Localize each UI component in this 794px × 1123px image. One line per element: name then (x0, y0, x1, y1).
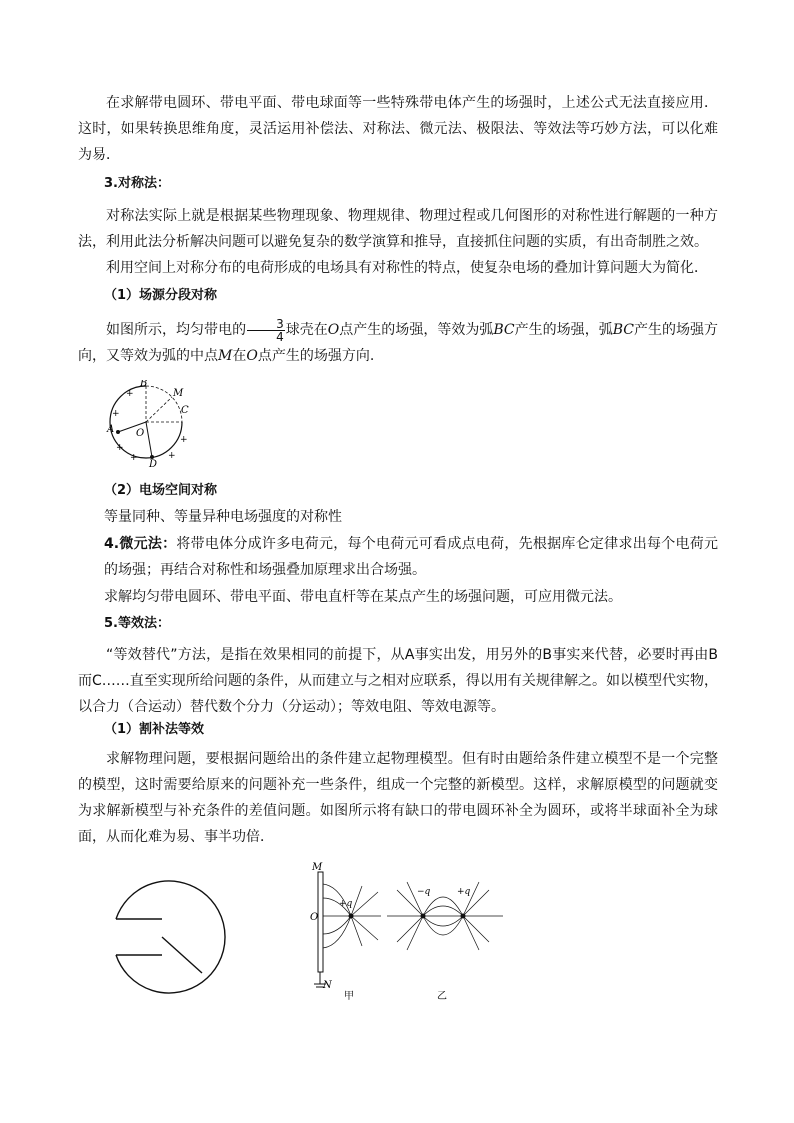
gapped-ring-figure (100, 870, 230, 1002)
plus-sign: + (168, 451, 176, 461)
micro-paragraph-2: 求解均匀带电圆环、带电平面、带电直杆等在某点产生的场强问题，可应用微元法。 (104, 589, 622, 605)
text-segment: 产生的场强方向，又等效为弧的中点 (78, 322, 719, 364)
dashed-radius-m (146, 397, 172, 422)
field-source-paragraph (78, 317, 718, 369)
conducting-plate (318, 872, 323, 972)
point-label: O (327, 322, 340, 338)
ring-radius (162, 937, 202, 973)
dipole-field-lines (387, 882, 503, 950)
point-label: M (218, 348, 233, 364)
label-minus-q: −q (417, 887, 431, 897)
text-segment: 产生的场强，弧 (514, 322, 613, 338)
label-plus-q: +q (457, 887, 471, 897)
text-segment: 点产生的场强方向. (257, 348, 375, 364)
fraction (247, 318, 285, 343)
label-plus-q: +q (339, 899, 353, 909)
shell-figure (104, 380, 204, 472)
positive-charge (461, 914, 466, 919)
radius-d (146, 422, 152, 457)
label-o: O (136, 428, 145, 439)
text-segment: 球壳在 (285, 322, 328, 338)
text-segment: 点产生的场强，等效为弧 (339, 322, 494, 338)
label-d: D (149, 459, 158, 470)
arc-label: BC (493, 322, 515, 338)
plus-sign: + (116, 443, 124, 453)
plate-charge-figure (306, 858, 386, 1004)
label-m: M (312, 862, 323, 873)
micro-paragraph (104, 531, 718, 583)
label-a: A (107, 424, 115, 435)
equivalent-paragraph: “等效替代”方法，是指在效果相同的前提下，从A事实出发，用另外的B事实来代替，必要时再由B而C……直至实现所给问题的条件，从而建立与之相对应联系，得以用有关规律解之。如以模型代实物，以合力（合运动）替代数个分力（分运动）；等效电阻、等效电源等。 (78, 647, 718, 715)
symmetry-paragraph-1: 对称法实际上就是根据某些物理现象、物理规律、物理过程或几何图形的对称性进行解题的一种方法，利用此法分析解决问题可以避免复杂的数学演算和推导，直接抓住问题的实质，有出奇制胜之效。 (78, 208, 718, 250)
caption-jia: 甲 (344, 991, 354, 1002)
label-n: N (323, 980, 332, 991)
plus-sign: + (180, 435, 188, 445)
arc-label: BC (612, 322, 634, 338)
fraction-numerator: 3 (247, 318, 285, 331)
plus-sign: + (126, 389, 134, 399)
point-a-dot (116, 430, 120, 434)
equivalent-heading: 5.等效法： (104, 616, 170, 631)
field-source-symmetry-heading: （1）场源分段对称 (104, 288, 218, 303)
label-c: C (181, 405, 189, 416)
cut-fill-heading: （1）割补法等效 (104, 722, 205, 737)
symmetry-paragraph-2: 利用空间上对称分布的电荷形成的电场具有对称性的特点，使复杂电场的叠加计算问题大为简化． (106, 260, 708, 276)
text-segment: 在 (232, 348, 247, 364)
field-space-symmetry-heading: （2）电场空间对称 (104, 483, 218, 498)
point-charge (349, 914, 354, 919)
intro-paragraph: 在求解带电圆环、带电平面、带电球面等一些特殊带电体产生的场强时，上述公式无法直接应用．这时，如果转换思维角度，灵活运用补偿法、对称法、微元法、极限法、等效法等巧妙方法，可以化难为易． (78, 95, 718, 163)
field-space-symmetry-text: 等量同种、等量异种电场强度的对称性 (104, 509, 342, 525)
caption-yi: 乙 (437, 991, 447, 1002)
fraction-denominator: 4 (276, 329, 284, 344)
micro-text: 将带电体分成许多电荷元，每个电荷元可看成点电荷，先根据库仑定律求出每个电荷元的场强；再结合对称性和场强叠加原理求出合场强。 (104, 536, 719, 578)
text-segment: 如图所示，均匀带电的 (106, 322, 247, 338)
dipole-figure (385, 868, 505, 1004)
ring-arc (116, 881, 225, 993)
label-o: O (310, 912, 319, 923)
symmetry-heading: 3.对称法： (104, 176, 170, 191)
negative-charge (421, 914, 426, 919)
plus-sign: + (112, 409, 120, 419)
micro-heading: 4.微元法： (104, 536, 177, 552)
label-m: M (173, 388, 184, 399)
plus-sign: + (130, 453, 138, 463)
cut-fill-paragraph: 求解物理问题，要根据问题给出的条件建立起物理模型。但有时由题给条件建立模型不是一个完整的模型，这时需要给原来的问题补充一些条件，组成一个完整的新模型。这样，求解原模型的问题就变为求解新模型与补充条件的差值问题。如图所示将有缺口的带电圆环补全为圆环，或将半球面补全为球面，从而化难为易、事半功倍． (78, 751, 718, 845)
label-b: B (140, 380, 148, 389)
point-label: O (246, 348, 258, 364)
